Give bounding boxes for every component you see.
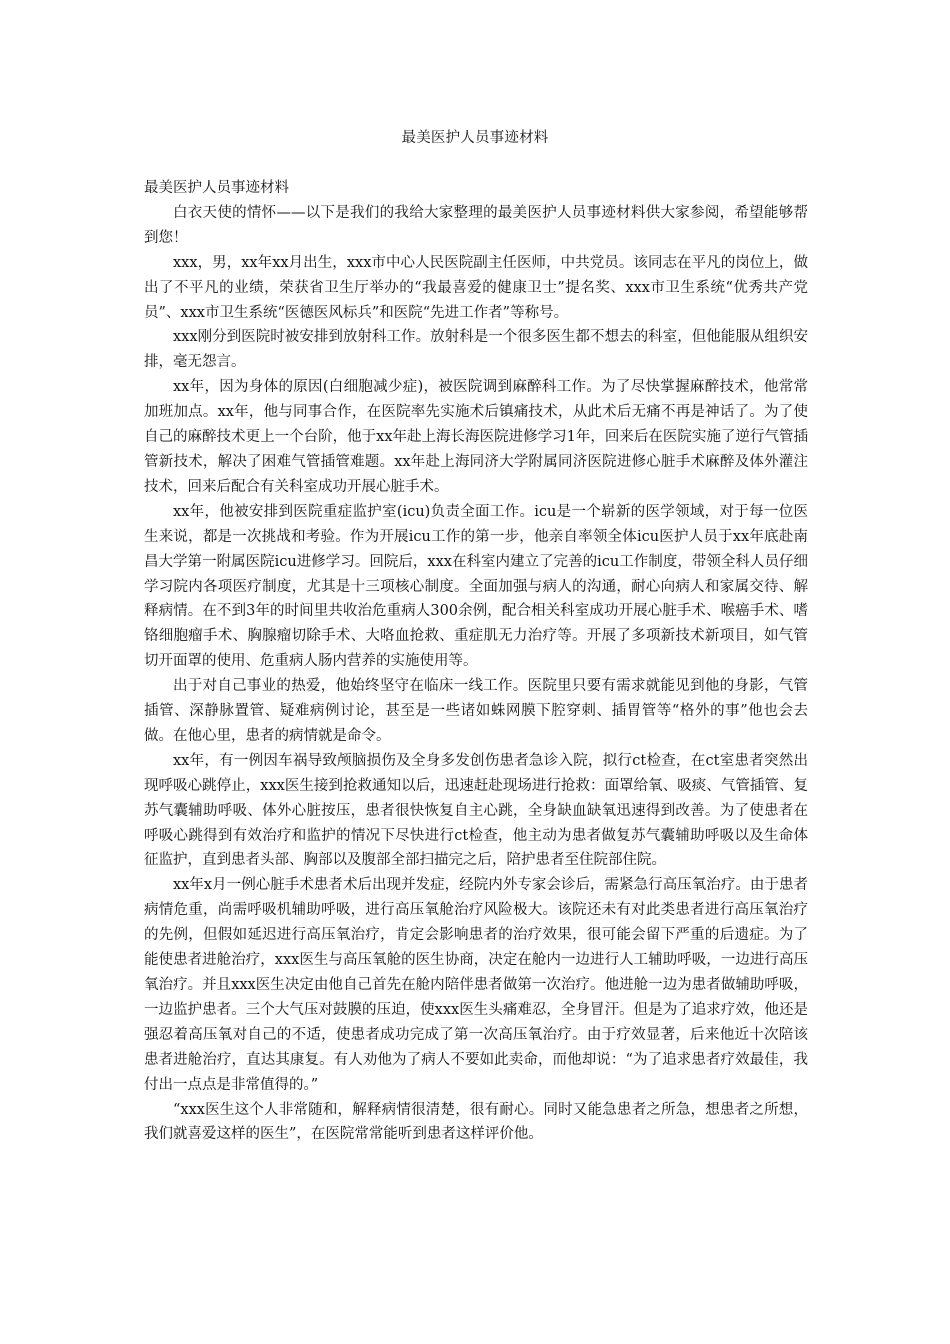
- paragraph-oxygen-case: xx年x月一例心脏手术患者术后出现并发症，经院内外专家会诊后，需紧急行高压氧治疗。由于患者病情危重，尚需呼吸机辅助呼吸，进行高压氧舱治疗风险极大。该院还未有对此类患者进行高压氧治疗的先例，但假如延迟进行高压氧治疗，肯定会影响患者的治疗效果，很可能会留下严重的后遗症。为了能使患者进舱治疗，xxx医生与高压氧舱的医生协商，决定在舱内一边进行人工辅助呼吸，一边进行高压氧治疗。并且xxx医生决定由他自己首先在舱内陪伴患者做第一次治疗。他进舱一边为患者做辅助呼吸，一边监护患者。三个大气压对鼓膜的压迫，使xxx医生头痛难忍，全身冒汗。但是为了追求疗效，他还是强忍着高压氧对自己的不适，使患者成功完成了第一次高压氧治疗。由于疗效显著，后来他近十次陪该患者进舱治疗，直达其康复。有人劝他为了病人不要如此卖命，而他却说：“为了追求患者疗效最佳，我付出一点点是非常值得的。”: [144, 877, 808, 1093]
- paragraph-rescue-case: xx年，有一例因车祸导致颅脑损伤及全身多发创伤患者急诊入院，拟行ct检查，在ct室患者突然出现呼吸心跳停止，xxx医生接到抢救通知以后，迅速赶赴现场进行抢救：面罩给氧、吸痰、气管插管、复苏气囊辅助呼吸、体外心脏按压，患者很快恢复自主心跳，全身缺血缺氧迅速得到改善。为了使患者在呼吸心跳得到有效治疗和监护的情况下尽快进行ct检查，他主动为患者做复苏气囊辅助呼吸以及生命体征监护，直到患者头部、胸部以及腹部全部扫描完之后，陪护患者至住院部住院。: [144, 752, 808, 869]
- paragraph-dedication: 出于对自己事业的热爱，他始终坚守在临床一线工作。医院里只要有需求就能见到他的身影，气管插管、深静脉置管、疑难病例讨论，甚至是一些诸如蛛网膜下腔穿刺、插胃管等“格外的事”他也会去做。在他心里，患者的病情就是命令。: [144, 678, 808, 744]
- paragraph-profile: xxx，男，xx年xx月出生，xxx市中心人民医院副主任医师，中共党员。该同志在平凡的岗位上，做出了不平凡的业绩，荣获省卫生厅举办的“我最喜爱的健康卫士”提名奖、xxx市卫生系统“优秀共产党员”、xxx市卫生系统“医德医风标兵”和医院“先进工作者”等称号。: [144, 254, 808, 321]
- document-body: [144, 176, 808, 1147]
- paragraph-anesthesia: xx年，因为身体的原因(白细胞减少症)，被医院调到麻醉科工作。为了尽快掌握麻醉技术，他常常加班加点。xx年，他与同事合作，在医院率先实施术后镇痛技术，从此术后无痛不再是神话了。为了使自己的麻醉技术更上一个台阶，他于xx年赴上海长海医院进修学习1年，回来后在医院实施了逆行气管插管新技术，解决了困难气管插管难题。xx年赴上海同济大学附属同济医院进修心脏手术麻醉及体外灌注技术，回来后配合有关科室成功开展心脏手术。: [144, 379, 808, 495]
- paragraph-intro: 白衣天使的情怀——以下是我们的我给大家整理的最美医护人员事迹材料供大家参阅，希望能够帮到您！: [144, 204, 808, 246]
- document-title: 最美医护人员事迹材料: [401, 130, 549, 146]
- paragraph-icu: xx年，他被安排到医院重症监护室(icu)负责全面工作。icu是一个崭新的医学领域，对于每一位医生来说，都是一次挑战和考验。作为开展icu工作的第一步，他亲自率领全体icu医护人员于xx年底赴南昌大学第一附属医院icu进修学习。回院后，xxx在科室内建立了完善的icu工作制度，带领全科人员仔细学习院内各项医疗制度，尤其是十三项核心制度。全面加强与病人的沟通，耐心向病人和家属交待、解释病情。在不到3年的时间里共收治危重病人300余例，配合相关科室成功开展心脏手术、喉癌手术、嗜铬细胞瘤手术、胸腺瘤切除手术、大咯血抢救、重症肌无力治疗等。开展了多项新技术新项目，如气管切开面罩的使用、危重病人肠内营养的实施使用等。: [144, 503, 808, 670]
- paragraph-patient-quote: “xxx医生这个人非常随和，解释病情很清楚，很有耐心。同时又能急患者之所急，想患者之所想，我们就喜爱这样的医生”，在医院常常能听到患者这样评价他。: [144, 1101, 808, 1143]
- paragraph-radiology: xxx刚分到医院时被安排到放射科工作。放射科是一个很多医生都不想去的科室，但他能服从组织安排，毫无怨言。: [144, 329, 808, 371]
- section-heading: 最美医护人员事迹材料: [144, 180, 289, 196]
